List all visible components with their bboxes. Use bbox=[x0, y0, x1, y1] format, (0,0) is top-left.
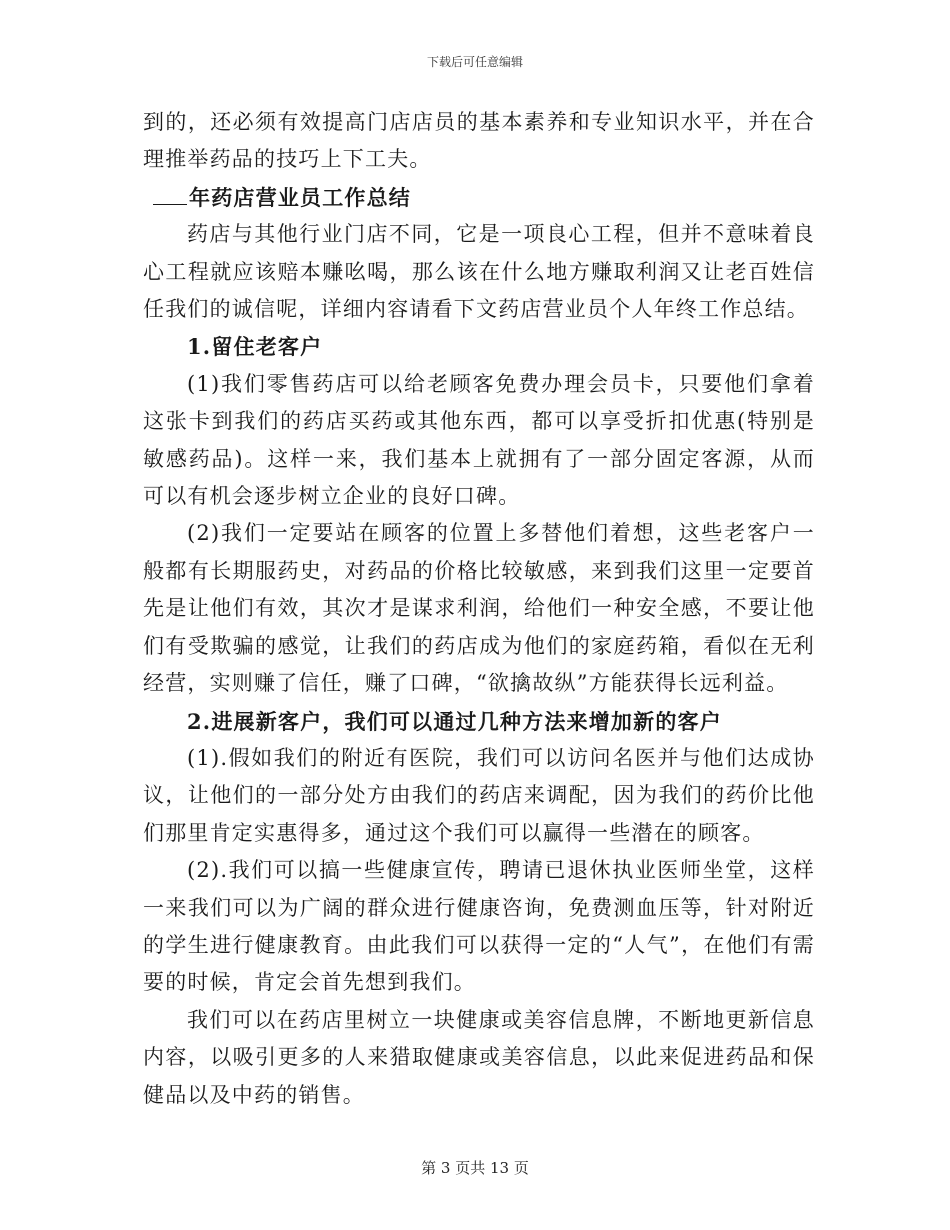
section-heading: 2.进展新客户，我们可以通过几种方法来增加新的客户 bbox=[187, 708, 722, 734]
section-heading: 1.留住老客户 bbox=[187, 334, 323, 360]
intro-continuation: 到的，还必须有效提高门店店员的基本素养和专业知识水平，并在合理推举药品的技巧上下工夫。 bbox=[143, 110, 815, 172]
page-footer: 第 3 页共 13 页 bbox=[421, 1159, 529, 1177]
paragraph: 药店与其他行业门店不同，它是一项良心工程，但并不意味着良心工程就应该赔本赚吆喝，那么该在什么地方赚取利润又让老百姓信任我们的诚信呢，详细内容请看下文药店营业员个人年终工作总结。 bbox=[143, 222, 815, 322]
paragraph: (1).假如我们的附近有医院，我们可以访问名医并与他们达成协议，让他们的一部分处方由我们的药店来调配，因为我们的药价比他们那里肯定实惠得多，通过这个我们可以赢得一些潜在的顾客。 bbox=[143, 745, 815, 845]
paragraph: 我们可以在药店里树立一块健康或美容信息牌，不断地更新信息内容，以吸引更多的人来猎取健康或美容信息，以此来促进药品和保健品以及中药的销售。 bbox=[143, 1007, 815, 1107]
paragraph: (2)我们一定要站在顾客的位置上多替他们着想，这些老客户一般都有长期服药史，对药品的价格比较敏感，来到我们这里一定要首先是让他们有效，其次才是谋求利润，给他们一种安全感，不要让他们有受欺骗的感觉，让我们的药店成为他们的家庭药箱，看似在无利经营，实则赚了信任，赚了口碑，“欲擒故纵”方能获得长远利益。 bbox=[143, 521, 815, 696]
title-text: 年药店营业员工作总结 bbox=[189, 184, 411, 210]
document-title bbox=[143, 179, 815, 216]
document-body bbox=[143, 104, 815, 1114]
paragraph: (1)我们零售药店可以给老顾客免费办理会员卡，只要他们拿着这张卡到我们的药店买药或其他东西，都可以享受折扣优惠(特别是敏感药品)。这样一来，我们基本上就拥有了一部分固定客源，从而可以有机会逐步树立企业的良好口碑。 bbox=[143, 371, 815, 509]
title-blank-line bbox=[153, 182, 187, 205]
page-header: 下载后可任意编辑 bbox=[426, 55, 523, 69]
paragraph: (2).我们可以搞一些健康宣传，聘请已退休执业医师坐堂，这样一来我们可以为广阔的群众进行健康咨询，免费测血压等，针对附近的学生进行健康教育。由此我们可以获得一定的“人气”，在他们有需要的时候，肯定会首先想到我们。 bbox=[143, 858, 815, 995]
